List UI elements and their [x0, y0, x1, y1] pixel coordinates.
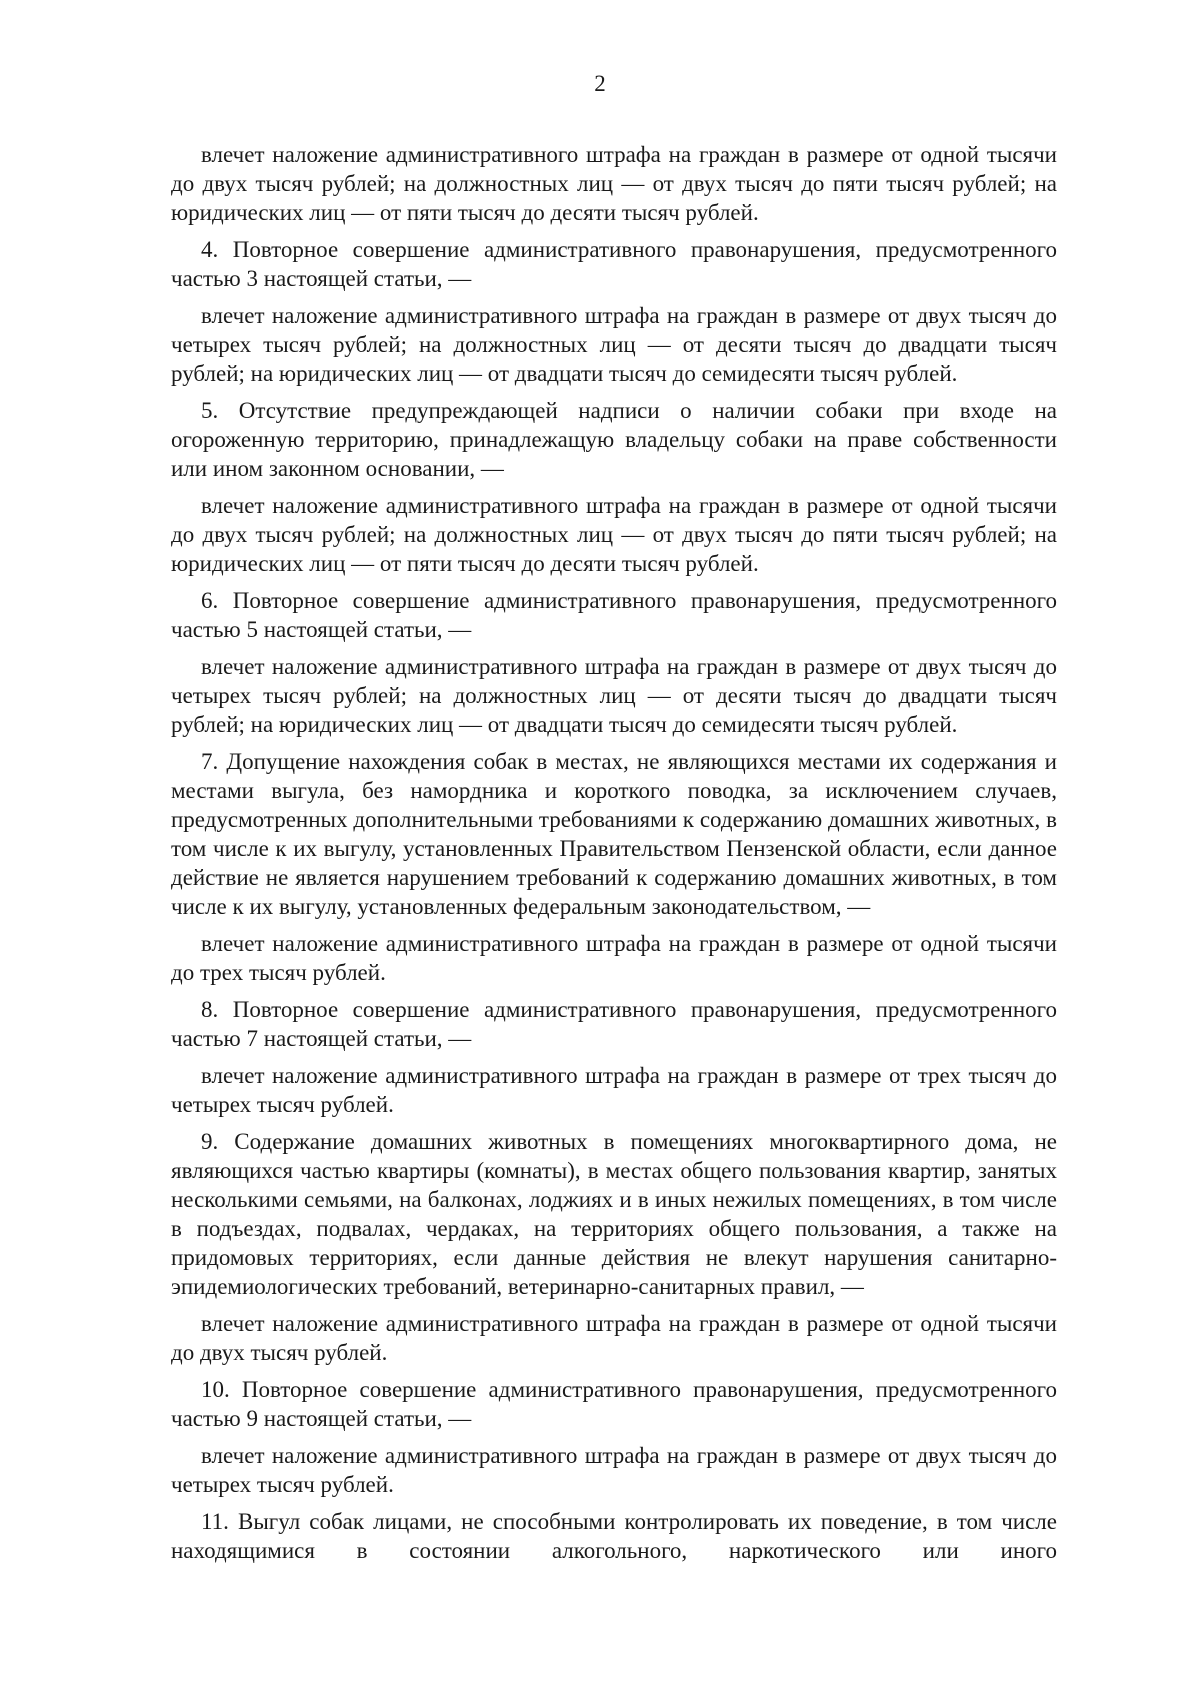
paragraph-part-9: 9. Содержание домашних животных в помещениях многоквартирного дома, не являющихся частью квартиры (комнаты), в местах общего пользования квартир, занятых несколькими семьями, на балконах, лоджиях и в иных нежилых помещениях, в том числе в подъездах, подвалах, чердаках, на территориях общего пользования, а также на придомовых территориях, если данные действия не влекут нарушения санитарно-эпидемиологических требований, ветеринарно-санитарных правил, — — [171, 1129, 1057, 1299]
paragraph-penalty-part-5: влечет наложение административного штрафа на граждан в размере от одной тысячи до двух тысяч рублей; на должностных лиц — от двух тысяч до пяти тысяч рублей; на юридических лиц — от пяти тысяч до десяти тысяч рублей. — [171, 493, 1057, 576]
paragraph-penalty-part-10: влечет наложение административного штрафа на граждан в размере от двух тысяч до четырех тысяч рублей. — [171, 1443, 1057, 1497]
paragraph-part-6: 6. Повторное совершение административного правонарушения, предусмотренного частью 5 настоящей статьи, — — [171, 588, 1057, 642]
paragraph-part-5: 5. Отсутствие предупреждающей надписи о наличии собаки при входе на огороженную территорию, принадлежащую владельцу собаки на праве собственности или ином законном основании, — — [171, 398, 1057, 481]
paragraph-penalty-part-7: влечет наложение административного штрафа на граждан в размере от одной тысячи до трех тысяч рублей. — [171, 931, 1057, 985]
paragraph-part-4: 4. Повторное совершение административного правонарушения, предусмотренного частью 3 настоящей статьи, — — [171, 237, 1057, 291]
document-body — [171, 140, 1057, 1565]
paragraph-part-8: 8. Повторное совершение административного правонарушения, предусмотренного частью 7 настоящей статьи, — — [171, 997, 1057, 1051]
paragraph-part-7: 7. Допущение нахождения собак в местах, не являющихся местами их содержания и местами выгула, без намордника и короткого поводка, за исключением случаев, предусмотренных дополнительными требованиями к содержанию домашних животных, в том числе к их выгулу, установленных Правительством Пензенской области, если данное действие не является нарушением требований к содержанию домашних животных, в том числе к их выгулу, установленных федеральным законодательством, — — [171, 749, 1057, 919]
paragraph-penalty-part-3: влечет наложение административного штрафа на граждан в размере от одной тысячи до двух тысяч рублей; на должностных лиц — от двух тысяч до пяти тысяч рублей; на юридических лиц — от пяти тысяч до десяти тысяч рублей. — [171, 142, 1057, 225]
paragraph-penalty-part-8: влечет наложение административного штрафа на граждан в размере от трех тысяч до четырех тысяч рублей. — [171, 1063, 1057, 1117]
page-number: 2 — [594, 71, 606, 96]
paragraph-part-11: 11. Выгул собак лицами, не способными контролировать их поведение, в том числе находящимися в состоянии алкогольного, наркотического или иного — [171, 1509, 1057, 1563]
paragraph-part-10: 10. Повторное совершение административного правонарушения, предусмотренного частью 9 настоящей статьи, — — [171, 1377, 1057, 1431]
paragraph-penalty-part-6: влечет наложение административного штрафа на граждан в размере от двух тысяч до четырех тысяч рублей; на должностных лиц — от десяти тысяч до двадцати тысяч рублей; на юридических лиц — от двадцати тысяч до семидесяти тысяч рублей. — [171, 654, 1057, 737]
paragraph-penalty-part-9: влечет наложение административного штрафа на граждан в размере от одной тысячи до двух тысяч рублей. — [171, 1311, 1057, 1365]
paragraph-penalty-part-4: влечет наложение административного штрафа на граждан в размере от двух тысяч до четырех тысяч рублей; на должностных лиц — от десяти тысяч до двадцати тысяч рублей; на юридических лиц — от двадцати тысяч до семидесяти тысяч рублей. — [171, 303, 1057, 386]
